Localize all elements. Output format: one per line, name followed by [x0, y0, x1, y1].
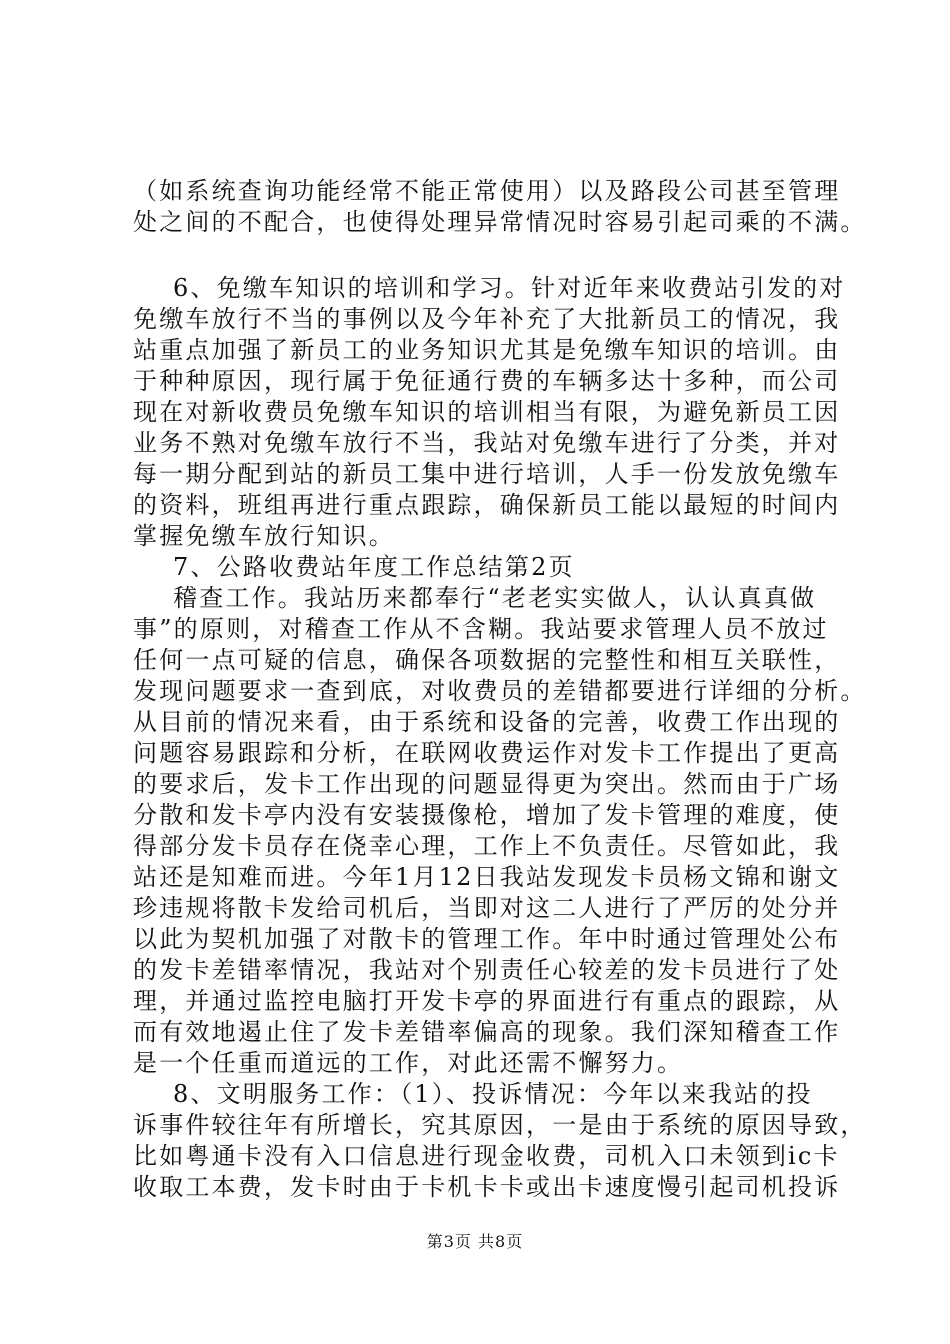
text-line: （如系统查询功能经常不能正常使用）以及路段公司甚至管理 — [133, 177, 841, 205]
text-line: 6、免缴车知识的培训和学习。针对近年来收费站引发的对 — [173, 274, 846, 302]
text-line: 是一个任重而道远的工作，对此还需不懈努力。 — [133, 1049, 684, 1077]
text-line: 8、文明服务工作：（1）、投诉情况：今年以来我站的投 — [173, 1080, 813, 1108]
text-line: 免缴车放行不当的事例以及今年补充了大批新员工的情况，我 — [133, 305, 841, 333]
page-number-footer: 第3页 共8页 — [426, 1232, 524, 1251]
text-line: 珍违规将散卡发给司机后，当即对这二人进行了严厉的处分并 — [133, 894, 841, 922]
text-line: 的发卡差错率情况，我站对个别责任心较差的发卡员进行了处 — [133, 956, 841, 984]
text-line: 的资料，班组再进行重点跟踪，确保新员工能以最短的时间内 — [133, 491, 841, 519]
text-line: 而有效地遏止住了发卡差错率偏高的现象。我们深知稽查工作 — [133, 1018, 841, 1046]
text-line: 每一期分配到站的新员工集中进行培训，人手一份发放免缴车 — [133, 460, 841, 488]
text-line: 诉事件较往年有所增长，究其原因，一是由于系统的原因导致， — [133, 1111, 867, 1139]
text-line: 于种种原因，现行属于免征通行费的车辆多达十多种，而公司 — [133, 367, 841, 395]
text-line: 比如粤通卡没有入口信息进行现金收费，司机入口未领到ic卡 — [133, 1142, 840, 1170]
text-line: 站还是知难而进。今年1月12日我站发现发卡员杨文锦和谢文 — [133, 863, 841, 891]
text-line: 事”的原则，对稽查工作从不含糊。我站要求管理人员不放过 — [133, 615, 829, 643]
text-line: 问题容易跟踪和分析，在联网收费运作对发卡工作提出了更高 — [133, 739, 841, 767]
text-line: 稽查工作。我站历来都奉行“老老实实做人，认认真真做 — [173, 584, 817, 612]
text-line: 以此为契机加强了对散卡的管理工作。年中时通过管理处公布 — [133, 925, 841, 953]
text-line: 业务不熟对免缴车放行不当，我站对免缴车进行了分类，并对 — [133, 429, 841, 457]
text-line: 发现问题要求一查到底，对收费员的差错都要进行详细的分析。 — [133, 677, 867, 705]
text-line: 任何一点可疑的信息，确保各项数据的完整性和相互关联性， — [133, 646, 841, 674]
text-line: 掌握免缴车放行知识。 — [133, 522, 395, 550]
text-line: 收取工本费，发卡时由于卡机卡卡或出卡速度慢引起司机投诉 — [133, 1173, 841, 1201]
document-body — [133, 176, 867, 1203]
text-line: 站重点加强了新员工的业务知识尤其是免缴车知识的培训。由 — [133, 336, 841, 364]
text-line: 处之间的不配合，也使得处理异常情况时容易引起司乘的不满。 — [133, 208, 867, 236]
text-line: 得部分发卡员存在侥幸心理，工作上不负责任。尽管如此，我 — [133, 832, 841, 860]
text-line: 分散和发卡亭内没有安装摄像枪，增加了发卡管理的难度，使 — [133, 801, 841, 829]
text-line: 从目前的情况来看，由于系统和设备的完善，收费工作出现的 — [133, 708, 841, 736]
text-line: 7、公路收费站年度工作总结第2页 — [173, 553, 575, 581]
text-line: 现在对新收费员免缴车知识的培训相当有限，为避免新员工因 — [133, 398, 841, 426]
text-line: 理，并通过监控电脑打开发卡亭的界面进行有重点的跟踪，从 — [133, 987, 841, 1015]
paragraph-gap — [133, 238, 853, 273]
text-line: 的要求后，发卡工作出现的问题显得更为突出。然而由于广场 — [133, 770, 841, 798]
